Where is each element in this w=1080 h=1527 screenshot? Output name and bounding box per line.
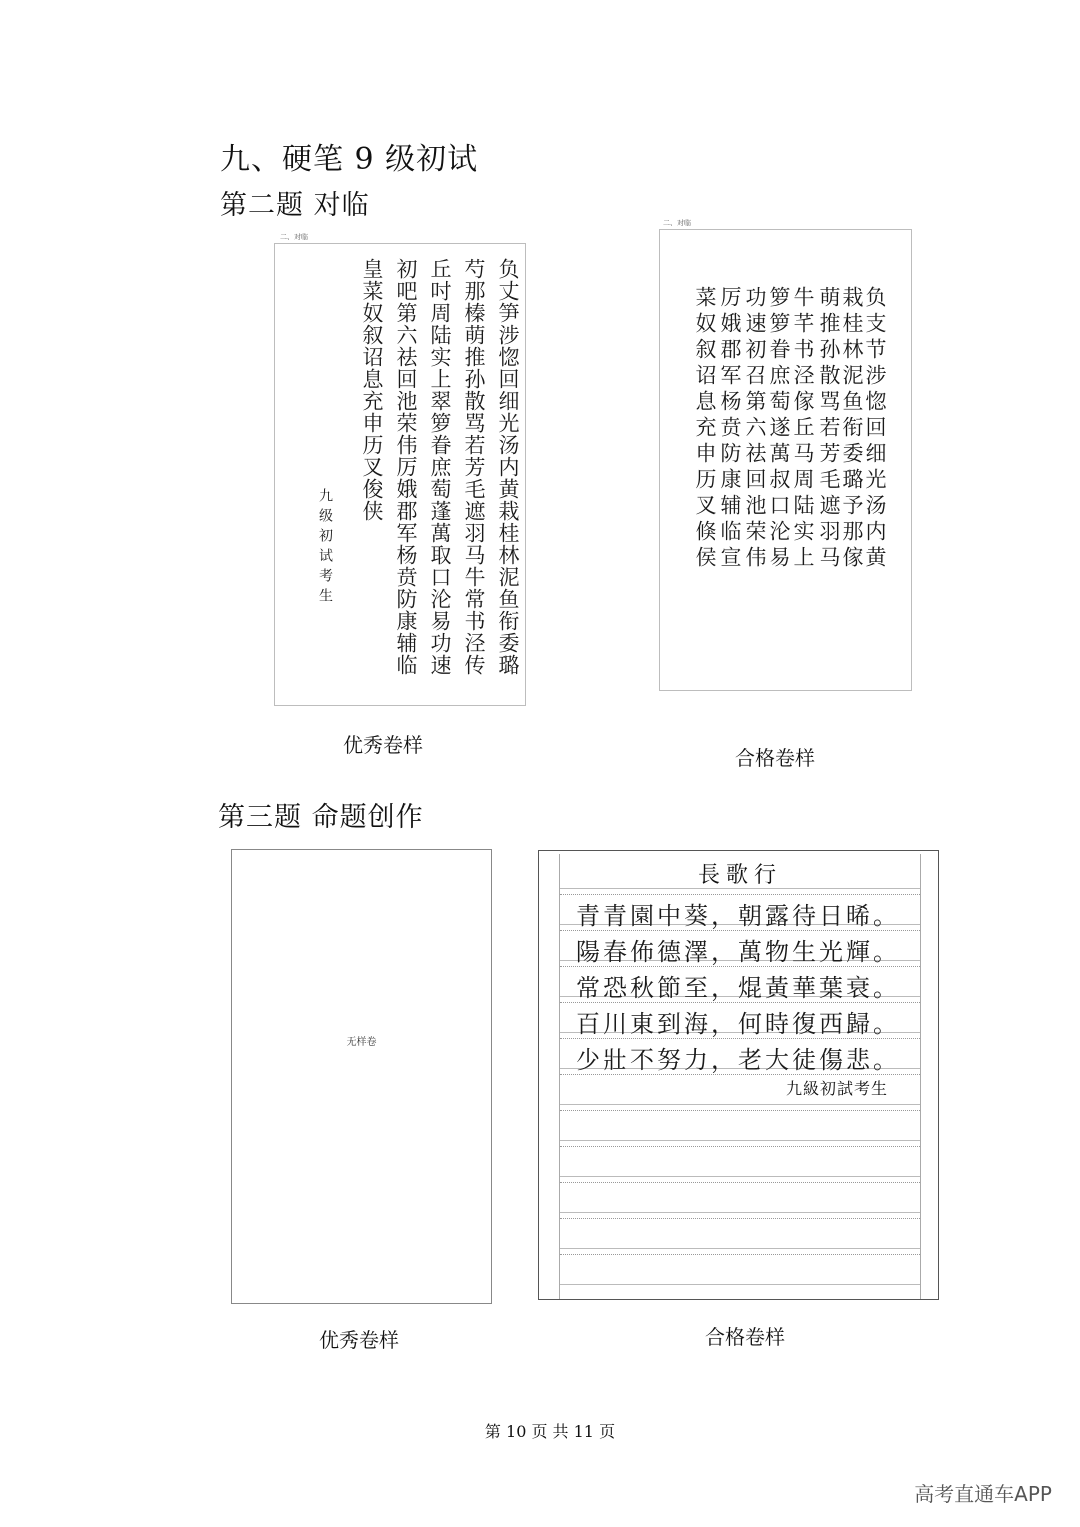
app-watermark: 高考直通车APP — [914, 1482, 1052, 1506]
q2-excellent-sample — [274, 233, 526, 706]
q3-pass-poem-line: 少壯不努力，老大徒傷悲。 — [576, 1046, 900, 1074]
q2-excellent-col-4: 初吧第六祛回池荣伟厉娥郡军杨贲防康辅临 — [394, 258, 418, 676]
q2-pass-col-7: 厉娥郡军杨贲防康辅临宣 — [718, 286, 742, 572]
q2-excellent-signature: 九级初试考生 — [317, 488, 333, 608]
q2-title: 第二题 对临 — [220, 190, 370, 221]
section-title: 九、硬笔 9 级初试 — [220, 142, 479, 177]
q2-pass-col-1: 负支节涉惚回细光汤内黄 — [863, 286, 887, 572]
q2-excellent-header: 二、对临 — [280, 233, 308, 241]
q2-pass-col-3: 萌推孙散骂若芳毛遮羽马 — [817, 286, 841, 572]
q3-excellent-caption: 优秀卷样 — [319, 1328, 399, 1352]
q2-excellent-col-1: 负丈笋涉惚回细光汤内黄栽桂林泥鱼衔委璐 — [496, 258, 520, 676]
q3-pass-sample — [538, 850, 939, 1300]
q3-pass-lined-paper — [559, 854, 921, 1299]
q2-excellent-caption: 优秀卷样 — [343, 733, 423, 757]
q3-pass-poem-line: 青青園中葵，朝露待日晞。 — [576, 902, 900, 930]
q3-pass-caption: 合格卷样 — [705, 1325, 785, 1349]
q3-excellent-sample — [231, 849, 492, 1304]
q2-pass-col-5: 箩箩眷庶萄遂萬叔口沦易 — [767, 286, 791, 572]
q3-pass-poem-line: 常恐秋節至，焜黃華葉衰。 — [576, 974, 900, 1002]
q2-excellent-col-5: 皇菜奴叙诏息充申历叉俊侠 — [360, 258, 384, 522]
q2-excellent-col-3: 丘吋周陆实上翠箩眷庶萄蓬萬取口沦易功速 — [428, 258, 452, 676]
q3-pass-poem-title: 長歌行 — [697, 863, 782, 888]
q3-pass-signature: 九級初試考生 — [785, 1079, 888, 1098]
q3-excellent-placeholder: 无样卷 — [346, 1037, 377, 1048]
q2-pass-col-6: 功速初召第六祛回池荣伟 — [743, 286, 767, 572]
q3-title: 第三题 命题创作 — [218, 802, 424, 833]
q2-excellent-col-2: 芍那榛萌推孙散骂若芳毛遮羽马牛常书泾传 — [462, 258, 486, 676]
q2-pass-caption: 合格卷样 — [735, 746, 815, 770]
q2-pass-col-8: 菜奴叙诏息充申历叉倏侯 — [693, 286, 717, 572]
page-number: 第 10 页 共 11 页 — [484, 1422, 616, 1441]
q2-pass-col-2: 栽桂林泥鱼衔委璐予那傢 — [840, 286, 864, 572]
q2-pass-sample — [659, 219, 912, 691]
q2-pass-col-4: 牛芊书泾傢丘马周陆实上 — [791, 286, 815, 572]
q2-pass-header: 二、对临 — [663, 219, 691, 227]
q3-pass-poem-line: 陽春佈德澤，萬物生光輝。 — [576, 938, 900, 966]
q3-pass-poem-line: 百川東到海，何時復西歸。 — [576, 1010, 900, 1038]
